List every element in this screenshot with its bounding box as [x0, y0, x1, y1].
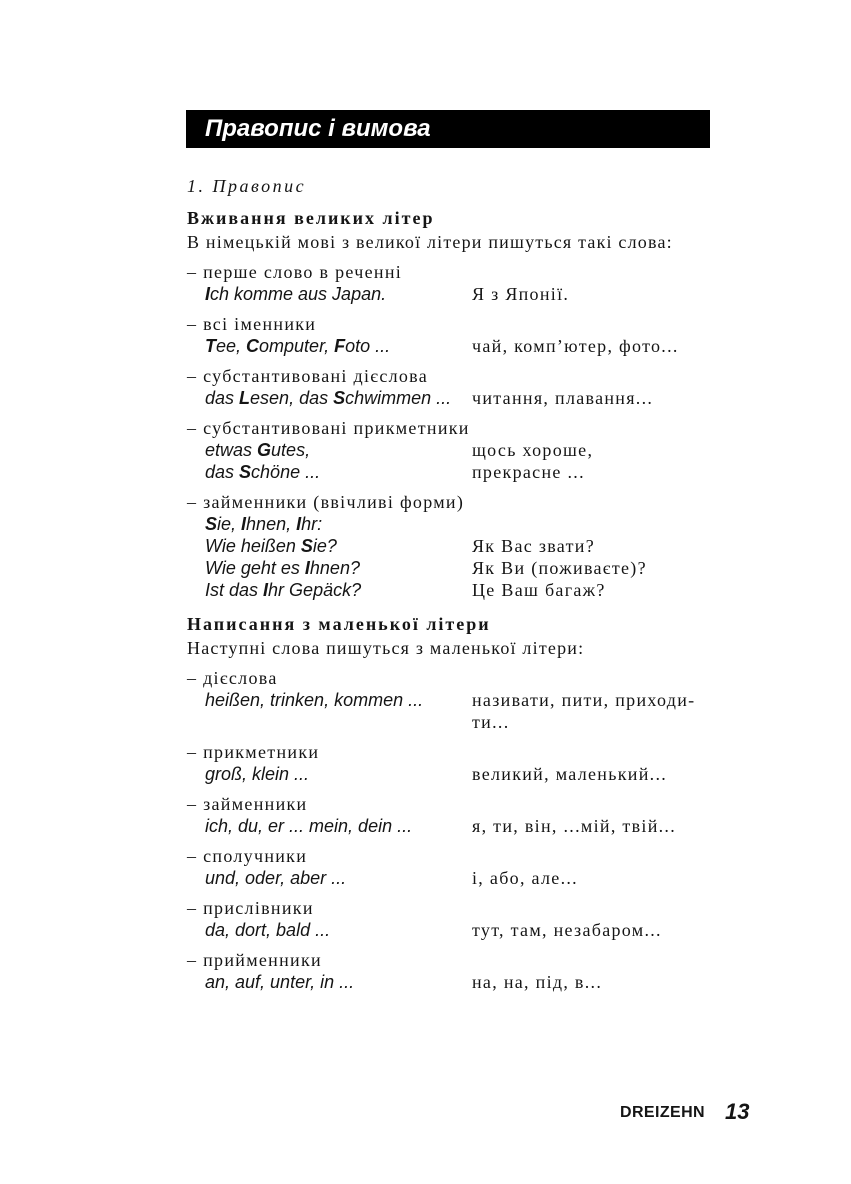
german-text: ich, du, er ... mein, dein ...	[205, 816, 413, 836]
word-group	[187, 667, 709, 733]
word-group	[187, 313, 709, 357]
ukrainian-translation: читання, плавання...	[472, 388, 654, 408]
german-text: da, dort, bald ...	[205, 920, 331, 940]
german-example	[187, 335, 472, 357]
capital-letter-highlight: L	[239, 388, 251, 408]
word-group	[187, 417, 709, 483]
ukrainian-translation: великий, маленький...	[472, 764, 668, 784]
capital-letter-highlight: I	[205, 284, 211, 304]
word-group	[187, 845, 709, 889]
german-text: esen, das	[250, 388, 334, 408]
word-group	[187, 897, 709, 941]
german-text: oto ...	[345, 336, 391, 356]
german-example	[187, 579, 472, 601]
german-example	[187, 557, 472, 579]
example-row	[187, 867, 709, 889]
german-example	[187, 689, 472, 711]
ukrainian-translation: чай, комп’ютер, фото...	[472, 336, 679, 356]
capital-letter-highlight: F	[334, 336, 346, 356]
ukrainian-translation: тут, там, незабаром...	[472, 920, 662, 940]
word-group	[187, 949, 709, 993]
example-row	[187, 439, 709, 461]
german-example	[187, 387, 472, 409]
german-text: hnen?	[309, 558, 360, 578]
german-text: hnen,	[246, 514, 297, 534]
group-label: – сполучники	[187, 846, 308, 866]
german-text: ch komme aus Japan.	[210, 284, 387, 304]
ukrainian-translation: і, або, але...	[472, 868, 578, 888]
capital-letter-highlight: S	[239, 462, 252, 482]
capital-letter-highlight: I	[304, 558, 310, 578]
german-text: hr:	[301, 514, 323, 534]
german-text: und, oder, aber ...	[205, 868, 347, 888]
group-label: – займенники (ввічливі форми)	[187, 492, 465, 512]
ukrainian-translation: називати, пити, приходи-	[472, 690, 696, 710]
capitals-intro: В німецькій мові з великої літери пишуться такі слова:	[187, 232, 673, 252]
german-example	[187, 711, 472, 733]
word-group	[187, 793, 709, 837]
ukrainian-translation: прекрасне ...	[472, 462, 585, 482]
capital-letter-highlight: I	[296, 514, 302, 534]
example-row	[187, 461, 709, 483]
example-row	[187, 557, 709, 579]
ukrainian-translation: ти...	[472, 712, 510, 732]
capital-letter-highlight: I	[241, 514, 247, 534]
ukrainian-translation: Я з Японії.	[472, 284, 570, 304]
ukrainian-translation: Як Вас звати?	[472, 536, 596, 556]
ukrainian-translation: на, на, під, в...	[472, 972, 603, 992]
german-example	[187, 513, 472, 535]
german-text: Wie heißen	[205, 536, 301, 556]
german-example	[187, 867, 472, 889]
german-text: etwas	[205, 440, 258, 460]
word-group	[187, 741, 709, 785]
group-label: – субстантивовані дієслова	[187, 366, 429, 386]
german-text: chwimmen ...	[345, 388, 452, 408]
german-text: omputer,	[259, 336, 335, 356]
german-text: heißen, trinken, kommen ...	[205, 690, 424, 710]
capital-letter-highlight: S	[300, 536, 313, 556]
german-example	[187, 919, 472, 941]
german-text: an, auf, unter, in ...	[205, 972, 355, 992]
lowercase-group-list	[187, 667, 709, 993]
german-text: Ist das	[205, 580, 264, 600]
page-number-word: DREIZEHN	[620, 1104, 705, 1121]
ukrainian-translation: Це Ваш багаж?	[472, 580, 606, 600]
german-text: das	[205, 388, 240, 408]
german-example	[187, 439, 472, 461]
german-text: groß, klein ...	[205, 764, 310, 784]
capital-letter-highlight: T	[205, 336, 216, 356]
capitals-heading: Вживання великих літер	[187, 208, 435, 228]
example-row	[187, 711, 709, 733]
example-row	[187, 513, 709, 535]
example-row	[187, 335, 709, 357]
group-label: – дієслова	[187, 668, 278, 688]
page-content	[187, 175, 709, 993]
lowercase-heading: Написання з маленької літери	[187, 614, 491, 634]
group-label: – займенники	[187, 794, 308, 814]
group-label: – прикметники	[187, 742, 320, 762]
example-row	[187, 689, 709, 711]
example-row	[187, 971, 709, 993]
word-group	[187, 491, 709, 601]
example-row	[187, 579, 709, 601]
german-text: ee,	[216, 336, 247, 356]
german-example	[187, 971, 472, 993]
german-text: chöne ...	[251, 462, 321, 482]
group-label: – всі іменники	[187, 314, 317, 334]
german-text: das	[205, 462, 240, 482]
lowercase-intro: Наступні слова пишуться з маленької літери:	[187, 638, 585, 658]
ukrainian-translation: Як Ви (поживаєте)?	[472, 558, 647, 578]
german-example	[187, 763, 472, 785]
german-text: Wie geht es	[205, 558, 305, 578]
capital-letter-highlight: S	[333, 388, 346, 408]
german-text: utes,	[271, 440, 311, 460]
german-example	[187, 461, 472, 483]
group-label: – прислівники	[187, 898, 314, 918]
example-row	[187, 815, 709, 837]
german-example	[187, 815, 472, 837]
capital-letter-highlight: C	[246, 336, 260, 356]
german-text: hr Gepäck?	[268, 580, 362, 600]
chapter-title: Правопис і вимова	[205, 115, 431, 142]
ukrainian-translation: щось хороше,	[472, 440, 594, 460]
group-label: – перше слово в реченні	[187, 262, 403, 282]
capital-letter-highlight: S	[205, 514, 218, 534]
capitals-group-list	[187, 261, 709, 601]
example-row	[187, 535, 709, 557]
example-row	[187, 919, 709, 941]
example-row	[187, 763, 709, 785]
word-group	[187, 365, 709, 409]
section-title: 1. Правопис	[187, 176, 307, 196]
capital-letter-highlight: I	[263, 580, 269, 600]
german-text: ie?	[312, 536, 337, 556]
word-group	[187, 261, 709, 305]
page-number: 13	[725, 1099, 750, 1124]
german-example	[187, 283, 472, 305]
example-row	[187, 387, 709, 409]
german-example	[187, 535, 472, 557]
german-text: ie,	[217, 514, 242, 534]
group-label: – прийменники	[187, 950, 322, 970]
capital-letter-highlight: G	[257, 440, 272, 460]
group-label: – субстантивовані прикметники	[187, 418, 470, 438]
chapter-header-bar	[186, 110, 710, 148]
ukrainian-translation: я, ти, він, ...мій, твій...	[472, 816, 677, 836]
example-row	[187, 283, 709, 305]
